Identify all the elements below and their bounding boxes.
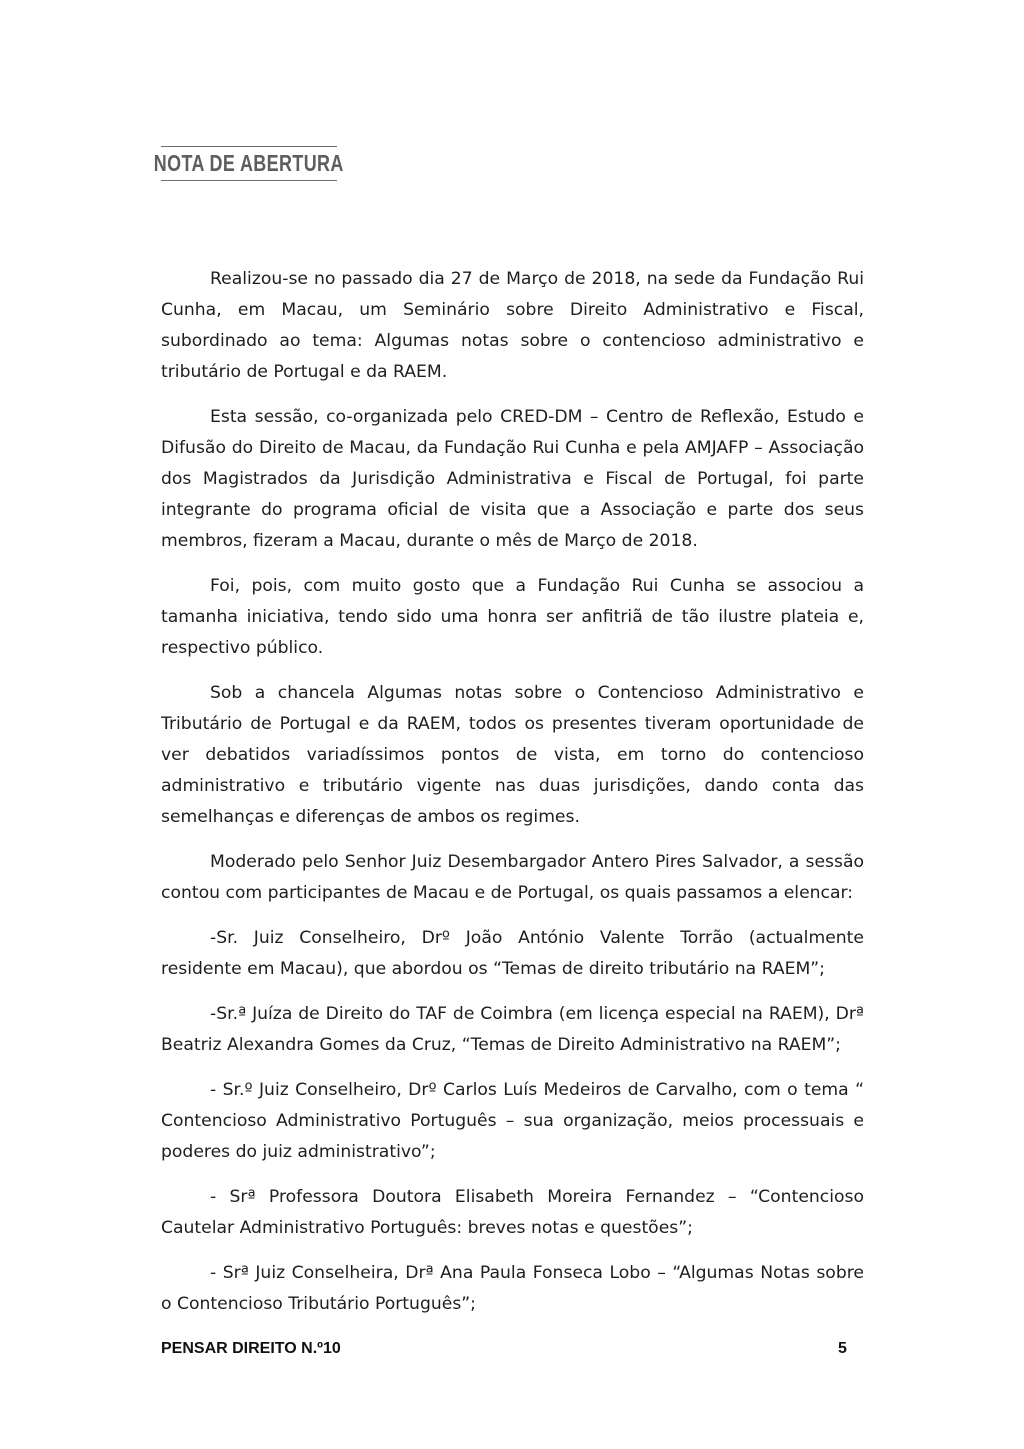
participant-item: - Srª Professora Doutora Elisabeth Moreira Fernandez – “Contencioso Cautelar Administrativo Português: breves notas e questões”; [161, 1187, 864, 1238]
paragraph-topic: Sob a chancela Algumas notas sobre o Contencioso Administrativo e Tributário de Portugal e da RAEM, todos os presentes tiveram oportunidade de ver debatidos variadíssimos pontos de vista, em torno do contencioso administrativo e tributário vigente nas duas jurisdições, dando conta das semelhanças e diferenças de ambos os regimes. [161, 683, 864, 827]
section-heading-box [154, 146, 344, 181]
paragraph-moderator: Moderado pelo Senhor Juiz Desembargador Antero Pires Salvador, a sessão contou com participantes de Macau e de Portugal, os quais passamos a elencar: [161, 852, 864, 903]
participant-item: -Sr.ª Juíza de Direito do TAF de Coimbra (em licença especial na RAEM), Drª Beatriz Alexandra Gomes da Cruz, “Temas de Direito Administrativo na RAEM”; [161, 1004, 864, 1055]
paragraph-organization: Esta sessão, co-organizada pelo CRED-DM – Centro de Reflexão, Estudo e Difusão do Direito de Macau, da Fundação Rui Cunha e pela AMJAFP – Associação dos Magistrados da Jurisdição Administrativa e Fiscal de Portugal, foi parte integrante do programa oficial de visita que a Associação e parte dos seus membros, fizeram a Macau, durante o mês de Março de 2018. [161, 407, 864, 551]
participant-item: - Sr.º Juiz Conselheiro, Drº Carlos Luís Medeiros de Carvalho, com o tema “ Contencioso Administrativo Português – sua organização, meios processuais e poderes do juiz administrativo”; [161, 1080, 864, 1162]
footer-page-number: 5 [838, 1340, 847, 1357]
participant-item: -Sr. Juiz Conselheiro, Drº João António Valente Torrão (actualmente residente em Macau), que abordou os “Temas de direito tributário na RAEM”; [161, 928, 864, 979]
article-body [161, 264, 864, 1334]
section-title: NOTA DE ABERTURA [154, 150, 344, 176]
paragraph-host: Foi, pois, com muito gosto que a Fundação Rui Cunha se associou a tamanha iniciativa, tendo sido uma honra ser anfitriã de tão ilustre plateia e, respectivo público. [161, 576, 864, 658]
participant-item: - Srª Juiz Conselheira, Drª Ana Paula Fonseca Lobo – “Algumas Notas sobre o Contencioso Tributário Português”; [161, 1263, 864, 1314]
footer-publication-title: PENSAR DIREITO N.º10 [161, 1340, 341, 1357]
paragraph-intro: Realizou-se no passado dia 27 de Março de 2018, na sede da Fundação Rui Cunha, em Macau, um Seminário sobre Direito Administrativo e Fiscal, subordinado ao tema: Algumas notas sobre o contencioso administrativo e tributário de Portugal e da RAEM. [161, 269, 864, 382]
